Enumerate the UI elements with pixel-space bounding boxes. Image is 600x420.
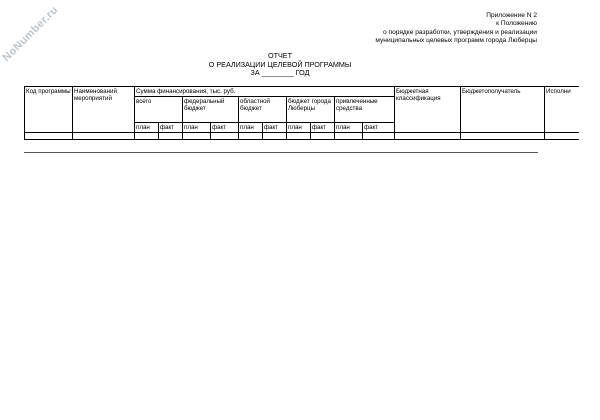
table-cell — [287, 133, 311, 140]
appendix-line-1: Приложение N 2 — [486, 12, 537, 19]
fact-regional: факт — [263, 123, 287, 133]
appendix-line-2: к Положению — [496, 20, 537, 28]
table-cell — [263, 133, 287, 140]
fact-federal: факт — [211, 123, 239, 133]
fact-attracted: факт — [363, 123, 395, 133]
data-row — [25, 133, 579, 140]
header-row-1 — [25, 87, 579, 97]
table-cell — [239, 133, 263, 140]
table-cell — [311, 133, 335, 140]
table-cell — [363, 133, 395, 140]
table-cell — [25, 133, 73, 140]
appendix-header — [375, 12, 537, 46]
header-executor: Исполни — [545, 87, 579, 133]
plan-attracted: план — [335, 123, 363, 133]
watermark-text: NoNumber.ru — [0, 3, 61, 65]
header-attracted-funds: привлеченные средства — [335, 97, 395, 123]
header-city-budget: бюджет города Люберцы — [287, 97, 335, 123]
table-cell — [335, 133, 363, 140]
table-cell — [73, 133, 135, 140]
report-table — [24, 86, 579, 140]
table-cell — [135, 133, 159, 140]
plan-total: план — [135, 123, 159, 133]
title-line-3: ЗА ________ ГОД — [250, 68, 310, 78]
header-total: всего — [135, 97, 183, 123]
header-budget-classification: Бюджетная классификация — [395, 87, 461, 133]
header-regional-budget: областной бюджет — [239, 97, 287, 123]
table-cell — [211, 133, 239, 140]
header-activities: Наименований мероприятий — [73, 87, 135, 133]
header-budget-recipient: Бюджетополучатель — [461, 87, 545, 133]
title-line-2: О РЕАЛИЗАЦИИ ЦЕЛЕВОЙ ПРОГРАММЫ — [208, 59, 352, 69]
table-cell — [545, 133, 579, 140]
fact-city: факт — [311, 123, 335, 133]
plan-regional: план — [239, 123, 263, 133]
plan-federal: план — [183, 123, 211, 133]
table-cell — [183, 133, 211, 140]
title-line-1: ОТЧЕТ — [268, 51, 292, 60]
header-federal-budget: федеральный бюджет — [183, 97, 239, 123]
table-cell — [461, 133, 545, 140]
header-funding: Сумма финансирования, тыс. руб. — [135, 87, 395, 97]
plan-city: план — [287, 123, 311, 133]
header-program-code: Код программы — [25, 87, 73, 133]
footnote-divider — [24, 152, 538, 153]
table-cell — [159, 133, 183, 140]
fact-total: факт — [159, 123, 183, 133]
report-title — [180, 52, 380, 78]
appendix-line-3: о порядке разработки, утверждения и реализации — [383, 28, 537, 36]
appendix-line-4: муниципальных целевых программ города Люберцы — [375, 37, 537, 45]
table-cell — [395, 133, 461, 140]
